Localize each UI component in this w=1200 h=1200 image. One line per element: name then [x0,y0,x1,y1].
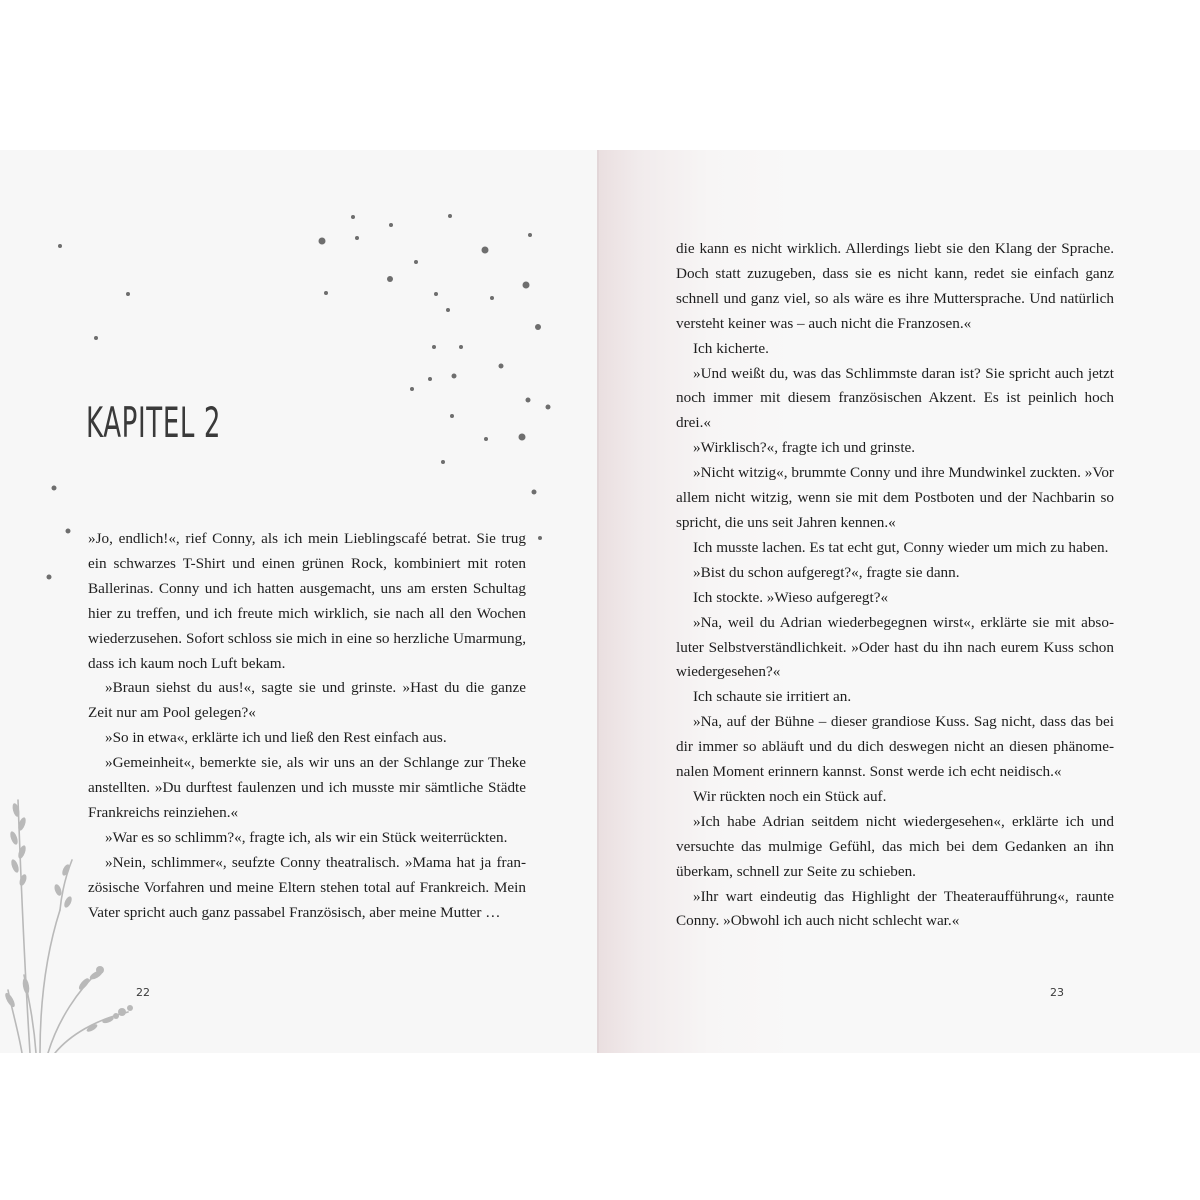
paragraph: »Ich habe Adrian seitdem nicht wiedergesehen«, erklärte ich und versuchte das mulmige Gefühl, das mich bei dem Gedanken an ihn überkam, schnell zur Seite zu schieben. [676,812,1114,880]
paragraph: »Jo, endlich!«, rief Conny, als ich mein Lieblingscafé betrat. Sie trug ein schwarzes T-Shirt und einen grünen Rock, kombiniert mit roten Ballerinas. Conny und ich hatten ausgemacht, uns am ersten Schultag hier zu treffen, und ich freute mich wirklich, sie nach all den Wochen wiederzusehen. Sofort schloss sie mich in eine so herzliche Umarmung, dass ich kaum noch Luft bekam. [88,530,526,672]
page-number-left: 22 [136,986,150,999]
book-spread [0,150,1200,1053]
paragraph: »War es so schlimm?«, fragte ich, als wir ein Stück weiterrückten. [105,828,508,846]
paragraph: »Ihr wart eindeutig das Highlight der Theateraufführung«, raunte Conny. »Obwohl ich auch nicht schlecht war.« [676,887,1114,930]
paragraph: »Und weißt du, was das Schlimmste daran ist? Sie spricht auch jetzt noch immer mit diesem französischen Akzent. Es ist peinlich hoch drei.« [676,364,1114,432]
paragraph: Wir rückten noch ein Stück auf. [693,787,887,805]
paragraph: »Nicht witzig«, brummte Conny und ihre Mundwinkel zuckten. »Vor allem nicht witzig, wenn sie mit dem Postboten und der Nachbarin so spricht, die uns seit Jahren kennen.« [676,464,1114,531]
paragraph: »Bist du schon aufgeregt?«, fragte sie dann. [693,563,960,581]
paragraph: »Braun siehst du aus!«, sagte sie und grinste. »Hast du die ganze Zeit nur am Pool gelegen?« [88,679,526,722]
paragraph: »Gemeinheit«, bemerkte sie, als wir uns an der Schlange zur Theke anstellten. »Du durftest faulenzen und ich musste mir sämtliche Städte Frankreichs reinziehen.« [88,754,526,821]
page-number-right: 23 [1050,986,1064,999]
paragraph: »Na, auf der Bühne – dieser grandiose Kuss. Sag nicht, dass das bei dir immer so abläuft und du dich deswegen nicht an diesen phänomenalen Moment erinnern kannst. Sonst werde ich echt neidisch.« [676,713,1114,781]
paragraph: »Na, weil du Adrian wiederbegegnen wirst«, erklärte sie mit absoluter Selbstverständlichkeit. »Oder hast du ihn nach eurem Kuss schon wiedergesehen?« [676,613,1114,681]
right-page-body [676,237,1114,934]
chapter-title: KAPITEL 2 [86,398,222,447]
paragraph: »Nein, schlimmer«, seufzte Conny theatralisch. »Mama hat ja französische Vorfahren und meine Eltern stehen total auf Frankreich. Mein Vater spricht auch ganz passabel Französisch, aber meine Mutter … [88,853,526,921]
paragraph: Ich musste lachen. Es tat echt gut, Conny wieder um mich zu haben. [693,538,1109,556]
left-page [0,150,598,1053]
paragraph: Ich kicherte. [693,339,769,357]
paragraph: »Wirklisch?«, fragte ich und grinste. [693,439,916,457]
left-page-body [88,527,526,926]
paragraph: Ich schaute sie irritiert an. [693,688,852,706]
paragraph: die kann es nicht wirklich. Allerdings liebt sie den Klang der Sprache. Doch statt zuzugeben, dass sie es nicht kann, redet sie einfach ganz schnell und ganz viel, so als wäre es ihre Muttersprache. Und natürlich versteht keiner was – auch nicht die Franzosen.« [676,240,1114,332]
botanical-decoration-icon [0,790,140,1053]
paragraph: »So in etwa«, erklärte ich und ließ den Rest einfach aus. [105,729,447,747]
paragraph: Ich stockte. »Wieso aufgeregt?« [693,588,889,606]
